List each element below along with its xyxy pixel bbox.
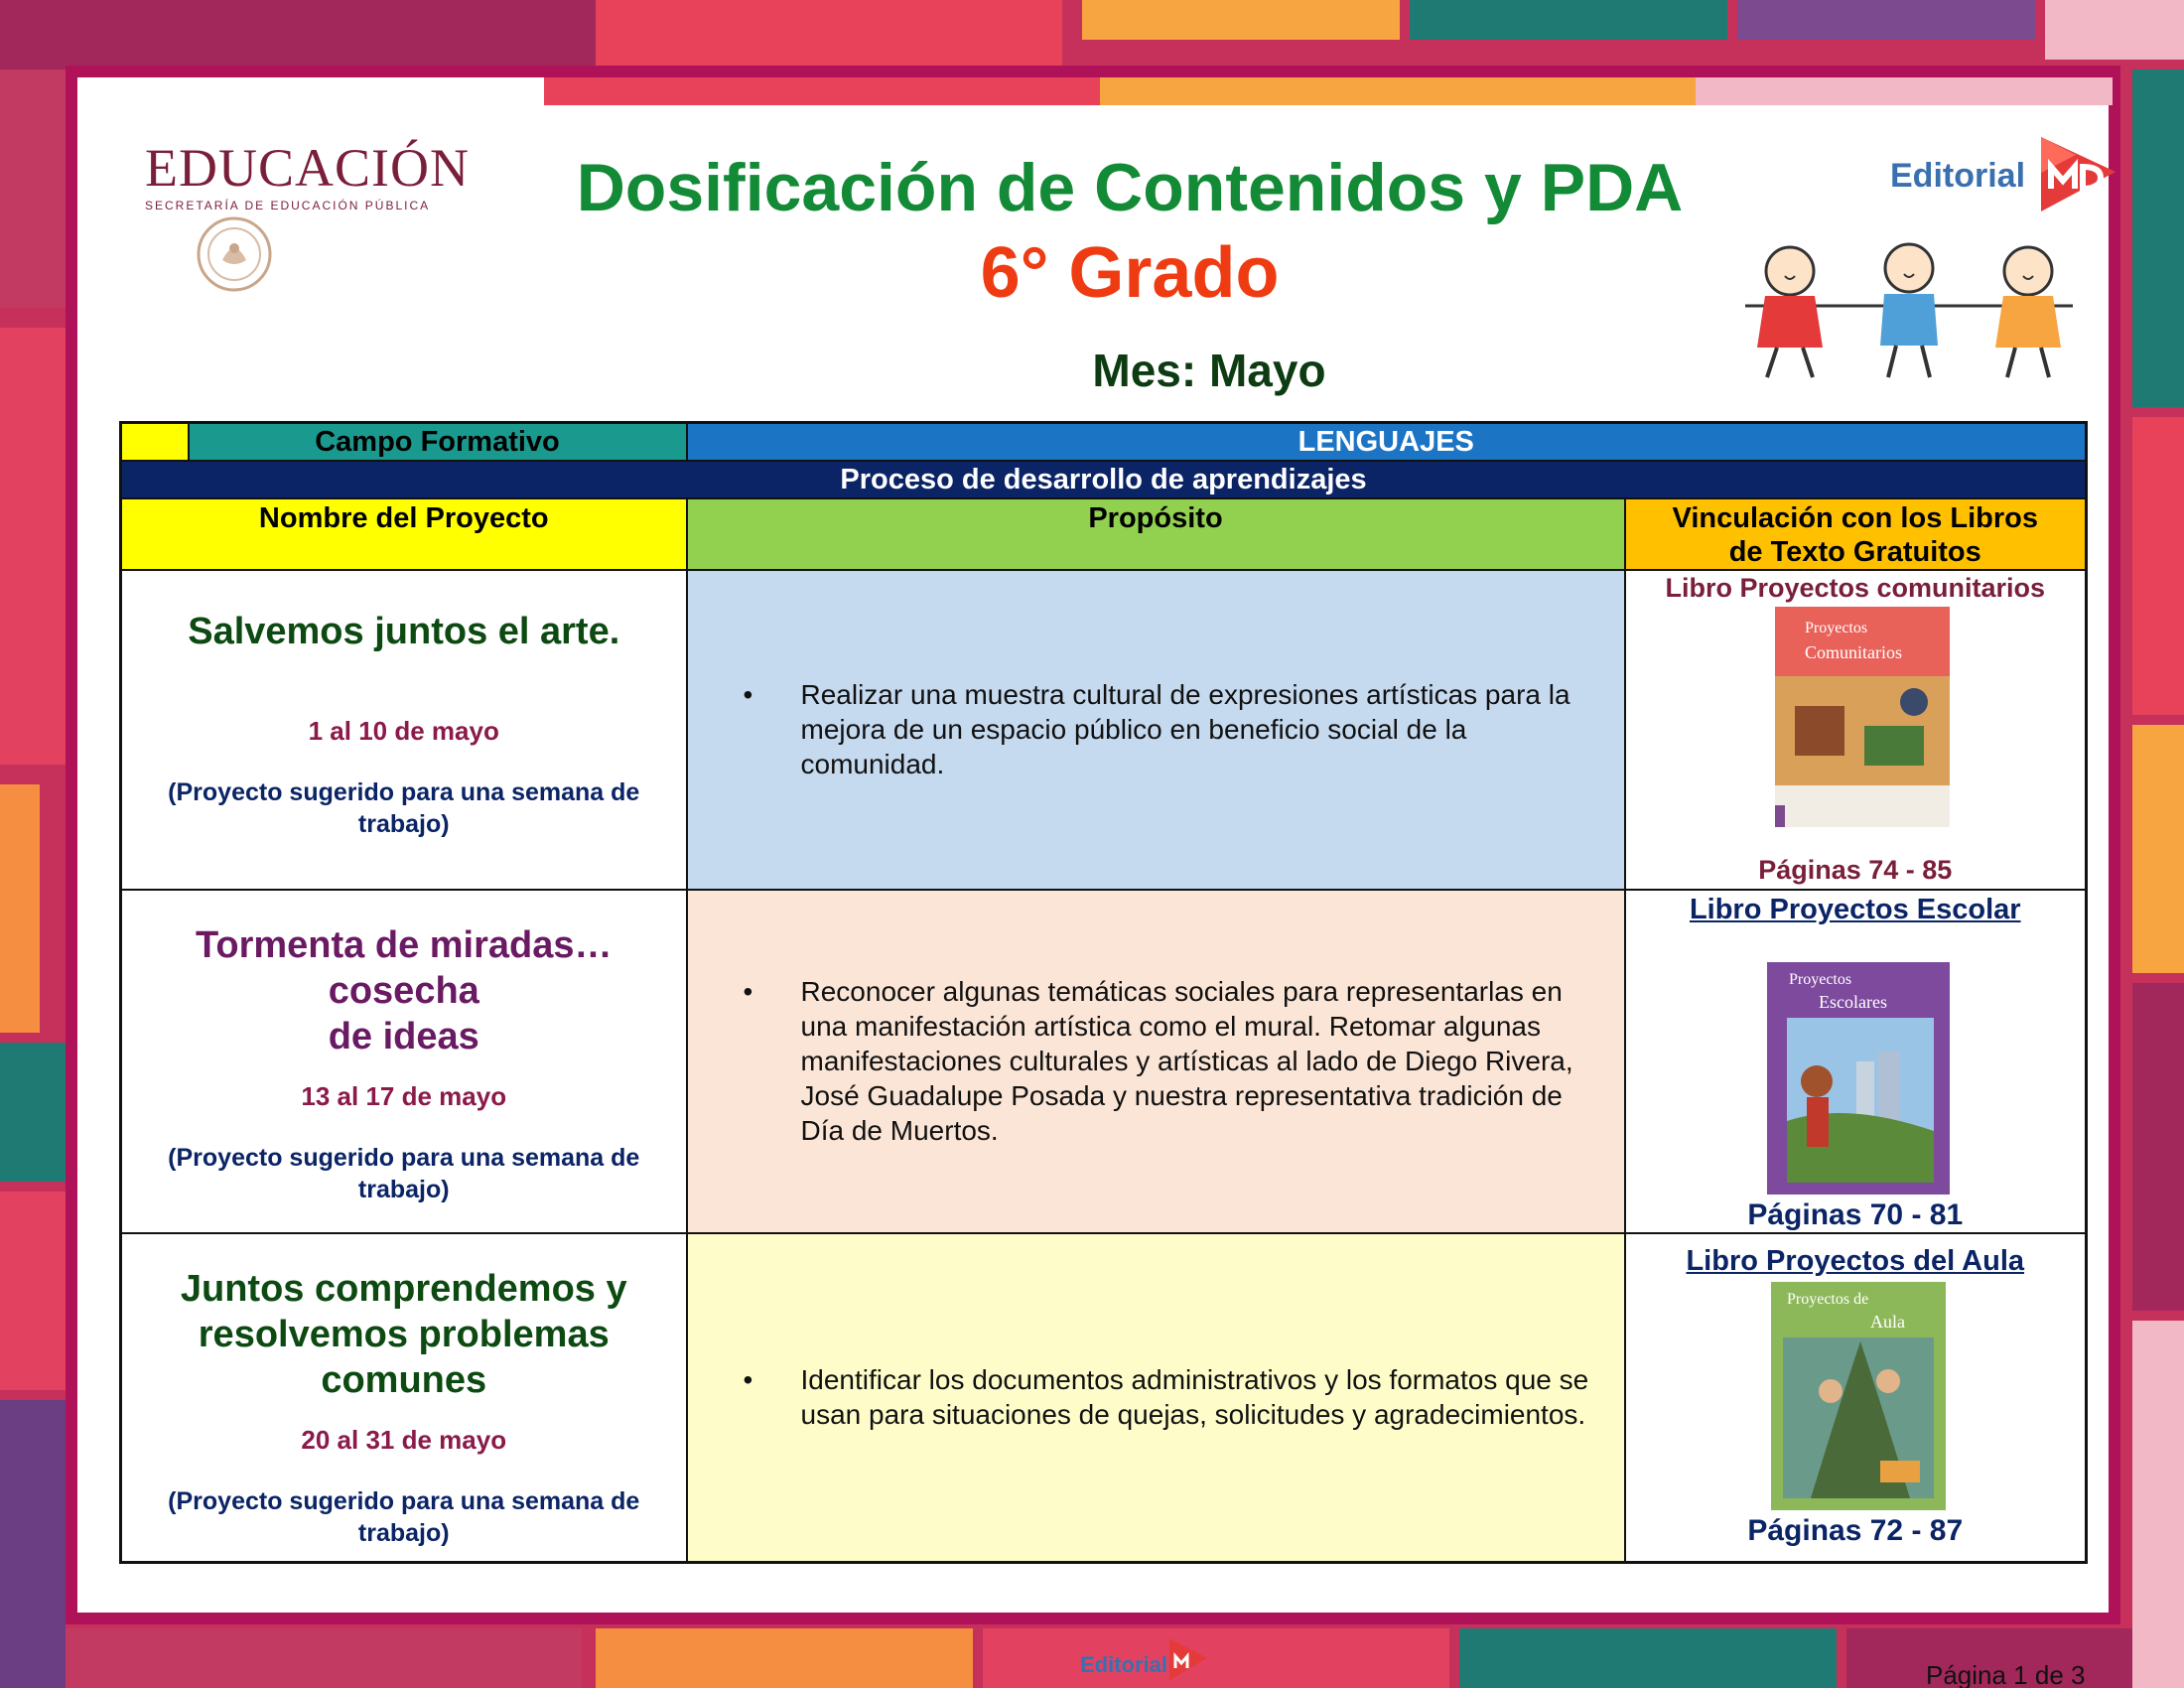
project-name-line: resolvemos problemas bbox=[198, 1313, 610, 1355]
book-cover-aula-icon bbox=[1771, 1282, 1946, 1510]
purpose-header: Propósito bbox=[687, 498, 1625, 570]
footer-logo-text: Editorial bbox=[1080, 1652, 1168, 1677]
project-dates: 13 al 17 de mayo bbox=[301, 1080, 507, 1111]
campo-formativo-value: LENGUAJES bbox=[687, 423, 2087, 461]
decorative-top-strips bbox=[77, 77, 2109, 121]
proceso-header: Proceso de desarrollo de aprendizajes bbox=[121, 461, 2087, 498]
book-cover-escolares-icon bbox=[1767, 962, 1950, 1195]
page-number: Página 1 de 3 bbox=[1926, 1660, 2086, 1688]
editorial-logo-text: Editorial bbox=[1890, 157, 2026, 195]
svg-text:Proyectos: Proyectos bbox=[1788, 970, 1851, 988]
project-cell bbox=[121, 1233, 687, 1563]
document-page bbox=[66, 66, 2120, 1688]
table-row bbox=[121, 570, 2087, 890]
svg-text:Escolares: Escolares bbox=[1818, 991, 1887, 1012]
svg-text:Proyectos de: Proyectos de bbox=[1786, 1290, 1868, 1308]
project-name-line: Juntos comprendemos y bbox=[180, 1267, 627, 1310]
project-note: (Proyecto sugerido para una semana de trabajo) bbox=[168, 777, 640, 838]
footer-editorial-logo bbox=[1080, 1634, 1209, 1684]
purpose-text: • Realizar una muestra cultural de expresiones artísticas para la mejora de un espacio público en beneficio social de la comunidad. bbox=[744, 677, 1610, 781]
project-name: Salvemos juntos el arte. bbox=[188, 610, 620, 652]
book-cover-comunitarios-icon bbox=[1775, 607, 1950, 827]
purpose-text: • Reconocer algunas temáticas sociales para representarlas en una manifestación artística como el mural. Retomar algunas manifestaciones culturales y artísticas al lado de Diego Rivera, José Guadalupe Posada y nuestra representativa tradición de Día de Muertos. bbox=[744, 974, 1610, 1148]
project-name bbox=[136, 1266, 672, 1403]
books-header-line2: de Texto Gratuitos bbox=[1728, 535, 1981, 568]
purpose-cell bbox=[687, 1233, 1625, 1563]
footer-md-logo-icon bbox=[1163, 1634, 1209, 1682]
table-row bbox=[121, 1233, 2087, 1563]
project-name-line: comunes bbox=[321, 1358, 487, 1401]
project-name-line: cosecha bbox=[328, 969, 479, 1012]
project-dates: 1 al 10 de mayo bbox=[308, 715, 499, 746]
svg-text:Aula: Aula bbox=[1869, 1311, 1905, 1332]
campo-formativo-label: Campo Formativo bbox=[189, 423, 687, 461]
book-title[interactable]: Libro Proyectos del Aula bbox=[1686, 1244, 2025, 1277]
national-seal-icon bbox=[195, 214, 274, 294]
svg-text:Proyectos: Proyectos bbox=[1804, 619, 1867, 636]
sep-logo-text: EDUCACIÓN bbox=[145, 138, 470, 198]
books-header-line1: Vinculación con los Libros bbox=[1672, 501, 2038, 534]
purpose-text: • Identificar los documentos administrativos y los formatos que se usan para situaciones de quejas, solicitudes y agradecimientos. bbox=[744, 1362, 1610, 1432]
book-title[interactable]: Libro Proyectos Escolar bbox=[1689, 893, 2021, 925]
children-illustration-icon bbox=[1725, 236, 2093, 385]
sep-logo bbox=[145, 137, 502, 212]
book-cell bbox=[1625, 890, 2087, 1233]
project-note: (Proyecto sugerido para una semana de trabajo) bbox=[168, 1143, 640, 1203]
project-cell bbox=[121, 890, 687, 1233]
sep-logo-subtext: SECRETARÍA DE EDUCACIÓN PÚBLICA bbox=[145, 199, 431, 212]
md-logo-icon bbox=[2021, 127, 2120, 216]
project-name-line: de ideas bbox=[328, 1015, 479, 1057]
purpose-cell bbox=[687, 570, 1625, 890]
content-table bbox=[119, 421, 2088, 1564]
book-cell bbox=[1625, 570, 2087, 890]
project-cell bbox=[121, 570, 687, 890]
book-pages: Páginas 72 - 87 bbox=[1747, 1513, 1964, 1547]
month-label: Mes: Mayo bbox=[1092, 345, 1326, 396]
grade-label: 6° Grado bbox=[980, 233, 1280, 313]
book-cell bbox=[1625, 1233, 2087, 1563]
editorial-md-logo bbox=[1890, 127, 2118, 216]
project-name-line: Tormenta de miradas… bbox=[195, 923, 613, 966]
project-note: (Proyecto sugerido para una semana de trabajo) bbox=[168, 1486, 640, 1547]
table-row bbox=[121, 890, 2087, 1233]
project-dates: 20 al 31 de mayo bbox=[301, 1424, 507, 1455]
purpose-cell bbox=[687, 890, 1625, 1233]
project-name-header: Nombre del Proyecto bbox=[121, 498, 687, 570]
book-pages: Páginas 70 - 81 bbox=[1747, 1197, 1964, 1231]
book-pages: Páginas 74 - 85 bbox=[1758, 854, 1953, 885]
document-title: Dosificación de Contenidos y PDA bbox=[576, 150, 1684, 225]
books-header bbox=[1625, 498, 2087, 570]
project-name bbox=[136, 922, 672, 1059]
book-title: Libro Proyectos comunitarios bbox=[1665, 572, 2046, 603]
yellow-marker-cell bbox=[121, 423, 189, 461]
svg-text:Comunitarios: Comunitarios bbox=[1804, 641, 1902, 662]
